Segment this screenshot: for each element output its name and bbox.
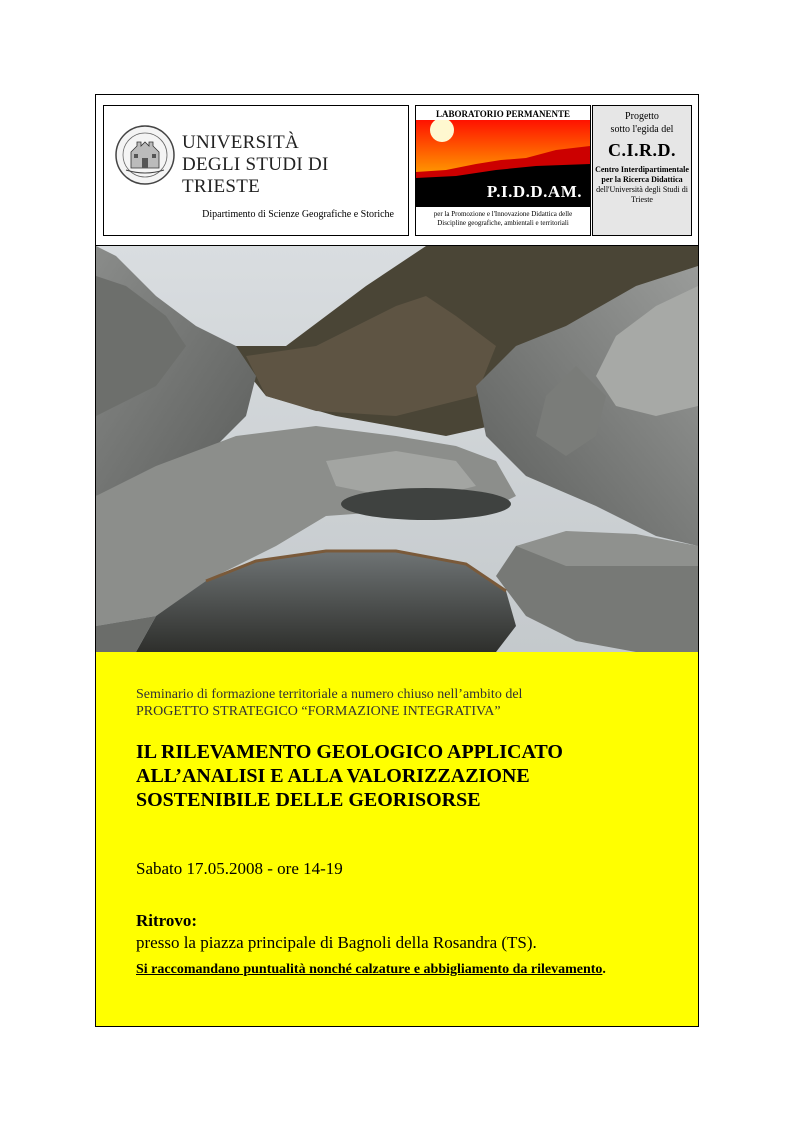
event-intro-line1: Seminario di formazione territoriale a numero chiuso nell’ambito del: [136, 687, 523, 702]
lab-subtitle: per la Promozione e l'Innovazione Didattica delle Discipline geografiche, ambientali e territoriali: [433, 210, 573, 227]
recommendation-text: Si raccomandano puntualità nonché calzature e abbigliamento da rilevamento: [136, 962, 603, 977]
lab-box: [415, 105, 591, 236]
event-title-line3: SOSTENIBILE DELLE GEORISORSE: [136, 789, 481, 811]
university-box: [103, 105, 409, 236]
event-intro-line2: PROGETTO STRATEGICO “FORMAZIONE INTEGRATIVA”: [136, 704, 501, 719]
lab-title: LABORATORIO PERMANENTE: [436, 109, 570, 119]
event-panel: [96, 652, 698, 1026]
header: [96, 95, 698, 245]
university-name: [182, 132, 408, 198]
recommendation-note: [136, 962, 606, 978]
cird-university: dell'Università degli Studi di Trieste: [596, 185, 688, 204]
meeting-place: presso la piazza principale di Bagnoli della Rosandra (TS).: [136, 933, 537, 952]
flyer-frame: [95, 94, 699, 1027]
lab-acronym: P.I.D.D.AM.: [486, 182, 582, 201]
university-name-line1: UNIVERSITÀ: [182, 132, 299, 153]
event-intro: [136, 686, 522, 720]
event-title: [136, 740, 563, 812]
project-line2: sotto l'egida del: [610, 124, 674, 135]
event-title-line2: ALL’ANALISI E ALLA VALORIZZAZIONE: [136, 765, 530, 787]
project-line1: Progetto: [625, 111, 659, 122]
canyon-photo: [96, 246, 698, 652]
cird-acronym: C.I.R.D.: [607, 140, 676, 160]
project-label: [593, 110, 691, 136]
meeting-label: Ritrovo:: [136, 911, 198, 930]
recommendation-end: .: [602, 962, 606, 977]
event-title-line1: IL RILEVAMENTO GEOLOGICO APPLICATO: [136, 741, 563, 763]
department-name: Dipartimento di Scienze Geografiche e Storiche: [202, 209, 394, 220]
event-date: Sabato 17.05.2008 - ore 14-19: [136, 859, 343, 878]
university-name-line2: DEGLI STUDI DI TRIESTE: [182, 154, 329, 197]
university-seal-icon: [114, 124, 176, 186]
cird-box: [592, 105, 692, 236]
cird-full-name: Centro Interdipartimentale per la Ricerca Didattica: [595, 165, 689, 184]
